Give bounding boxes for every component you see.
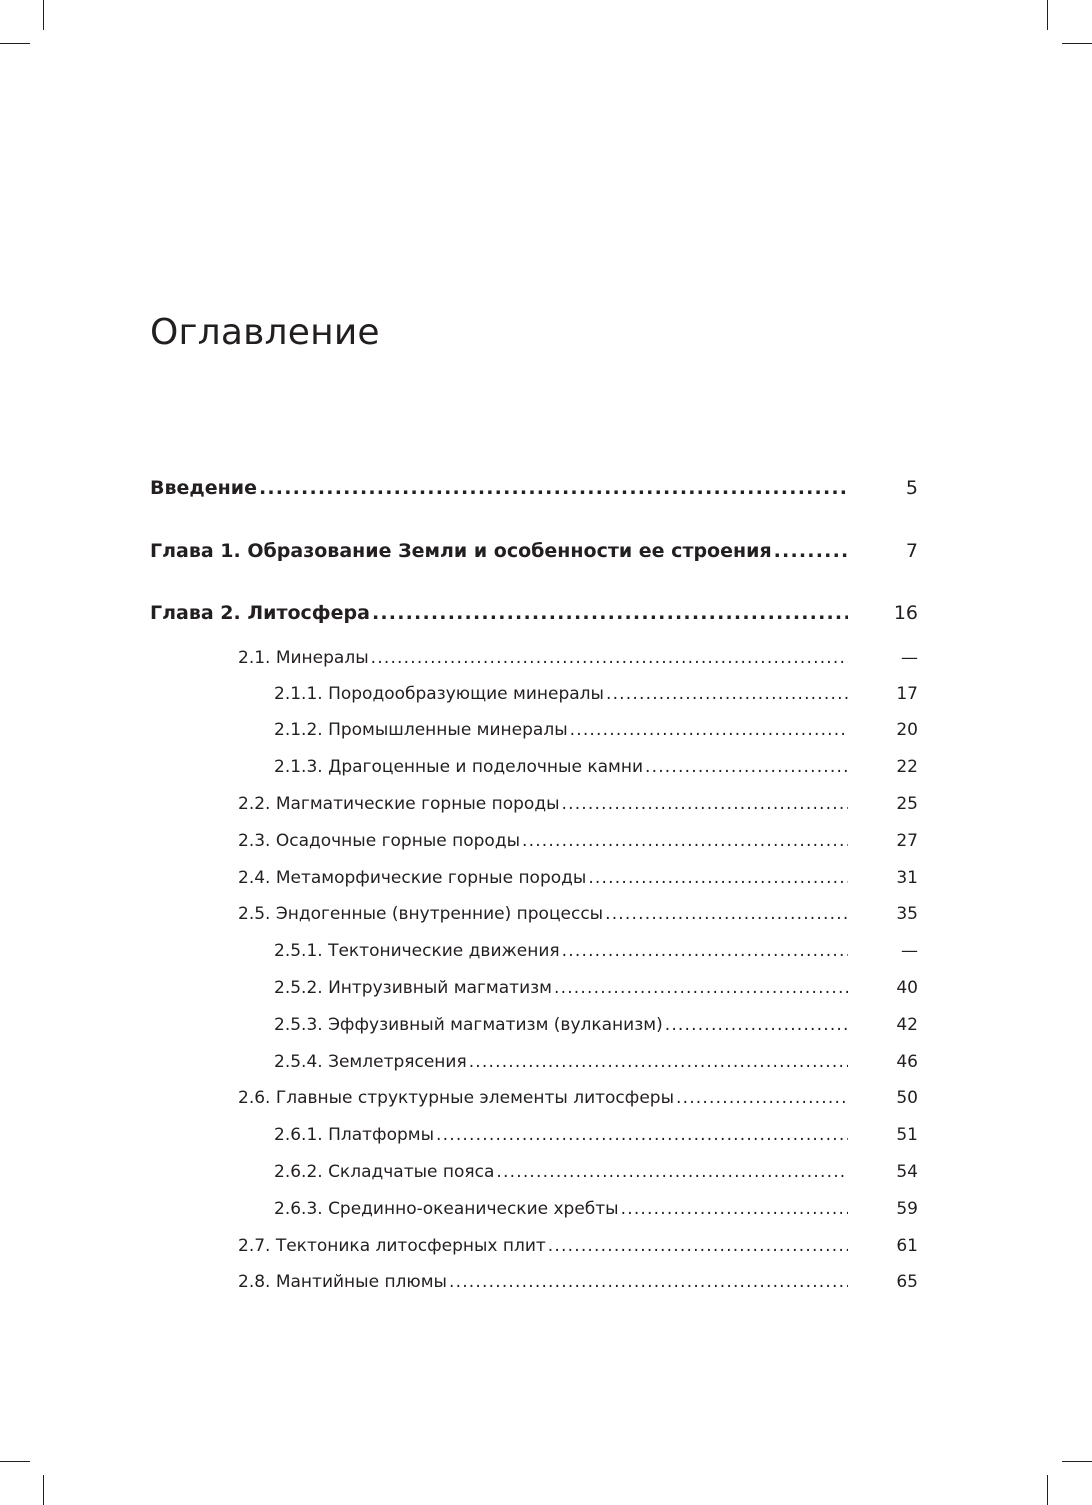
dot-leader — [371, 642, 848, 674]
crop-mark — [1047, 0, 1048, 30]
toc-entry[interactable] — [150, 1009, 918, 1041]
toc-entry[interactable] — [150, 1266, 918, 1298]
dot-leader — [645, 751, 848, 783]
toc-entry-label: 2.6.2. Складчатые пояса — [274, 1162, 495, 1182]
toc-page-number: 46 — [896, 1052, 918, 1072]
dot-leader — [522, 825, 848, 857]
toc-entry[interactable] — [150, 678, 918, 710]
dot-leader — [562, 788, 849, 820]
toc-page-number: 25 — [896, 794, 918, 814]
dot-leader — [449, 1266, 848, 1298]
toc-entry[interactable] — [150, 898, 918, 930]
page-title: Оглавление — [150, 312, 380, 353]
toc-page-number: 54 — [896, 1162, 918, 1182]
toc-entry-label: 2.6. Главные структурные элементы литосферы — [238, 1088, 674, 1108]
dot-leader — [469, 1046, 848, 1078]
toc-entry-label: 2.5.4. Землетрясения — [274, 1052, 467, 1072]
dot-leader — [259, 472, 848, 504]
toc-page-number: 27 — [896, 831, 918, 851]
toc-entry[interactable] — [150, 1193, 918, 1225]
dot-leader — [436, 1119, 848, 1151]
toc-entry-label: 2.3. Осадочные горные породы — [238, 831, 520, 851]
toc-entry[interactable] — [150, 788, 918, 820]
dot-leader — [665, 1009, 848, 1041]
toc-entry-label: 2.1.1. Породообразующие минералы — [274, 684, 604, 704]
toc-entry-label: 2.4. Метаморфические горные породы — [238, 868, 587, 888]
dot-leader — [554, 972, 848, 1004]
toc-page-number: 51 — [896, 1125, 918, 1145]
toc-entry-label: 2.5.3. Эффузивный магматизм (вулканизм) — [274, 1015, 663, 1035]
toc-page-number: — — [901, 648, 918, 668]
toc-entry[interactable] — [150, 972, 918, 1004]
toc-entry[interactable] — [150, 1119, 918, 1151]
toc-page-number: 17 — [896, 684, 918, 704]
toc-entry[interactable] — [150, 825, 918, 857]
toc-entry-label: 2.1.2. Промышленные минералы — [274, 720, 568, 740]
toc-page-number: 7 — [905, 540, 918, 562]
toc-page-number: 40 — [896, 978, 918, 998]
toc-page-number: 61 — [896, 1236, 918, 1256]
toc-entry-label: 2.5.1. Тектонические движения — [274, 941, 560, 961]
toc-entry-label: Глава 2. Литосфера — [150, 602, 370, 624]
toc-entry-label: Глава 1. Образование Земли и особенности ее строения — [150, 540, 772, 562]
toc-entry-label: 2.6.1. Платформы — [274, 1125, 435, 1145]
toc-entry[interactable] — [150, 1082, 918, 1114]
toc-entry[interactable] — [150, 751, 918, 783]
toc-entry-label: 2.8. Мантийные плюмы — [238, 1272, 447, 1292]
dot-leader — [621, 1193, 848, 1225]
crop-mark — [0, 43, 30, 44]
dot-leader — [676, 1082, 848, 1114]
toc-page-number: 31 — [896, 868, 918, 888]
toc-page-number: 35 — [896, 904, 918, 924]
toc-entry-label: 2.5.2. Интрузивный магматизм — [274, 978, 552, 998]
toc-page-number: 16 — [893, 602, 918, 624]
toc-entry[interactable] — [150, 1046, 918, 1078]
toc-page-number: 20 — [896, 720, 918, 740]
dot-leader — [605, 898, 848, 930]
dot-leader — [562, 935, 848, 967]
crop-mark — [43, 0, 44, 30]
toc-entry[interactable] — [150, 1230, 918, 1262]
toc-page-number: — — [901, 941, 918, 961]
crop-mark — [43, 1475, 44, 1505]
dot-leader — [774, 535, 848, 567]
toc-entry[interactable] — [150, 472, 918, 504]
toc-entry-label: 2.1.3. Драгоценные и поделочные камни — [274, 757, 643, 777]
toc-entry[interactable] — [150, 935, 918, 967]
toc-page-number: 65 — [896, 1272, 918, 1292]
toc-page-number: 5 — [905, 477, 918, 499]
toc-entry[interactable] — [150, 1156, 918, 1188]
toc-page-number: 42 — [896, 1015, 918, 1035]
dot-leader — [496, 1156, 848, 1188]
crop-mark — [1062, 43, 1092, 44]
toc-entry-label: 2.5. Эндогенные (внутренние) процессы — [238, 904, 604, 924]
dot-leader — [372, 597, 848, 629]
toc-entry-label: Введение — [150, 477, 257, 499]
toc-entry[interactable] — [150, 535, 918, 567]
toc-entry[interactable] — [150, 642, 918, 674]
crop-mark — [1062, 1461, 1092, 1462]
toc-entry-label: 2.7. Тектоника литосферных плит — [238, 1236, 546, 1256]
toc-page-number: 59 — [896, 1199, 918, 1219]
crop-mark — [0, 1461, 30, 1462]
toc-entry-label: 2.6.3. Срединно-океанические хребты — [274, 1199, 619, 1219]
toc-entry-label: 2.1. Минералы — [238, 648, 369, 668]
toc-entry[interactable] — [150, 597, 918, 629]
toc-entry-label: 2.2. Магматические горные породы — [238, 794, 560, 814]
dot-leader — [588, 862, 848, 894]
crop-mark — [1047, 1475, 1048, 1505]
dot-leader — [548, 1230, 848, 1262]
toc-page-number: 50 — [896, 1088, 918, 1108]
dot-leader — [570, 714, 848, 746]
toc-entry[interactable] — [150, 714, 918, 746]
toc-entry[interactable] — [150, 862, 918, 894]
toc-page-number: 22 — [896, 757, 918, 777]
dot-leader — [606, 678, 848, 710]
